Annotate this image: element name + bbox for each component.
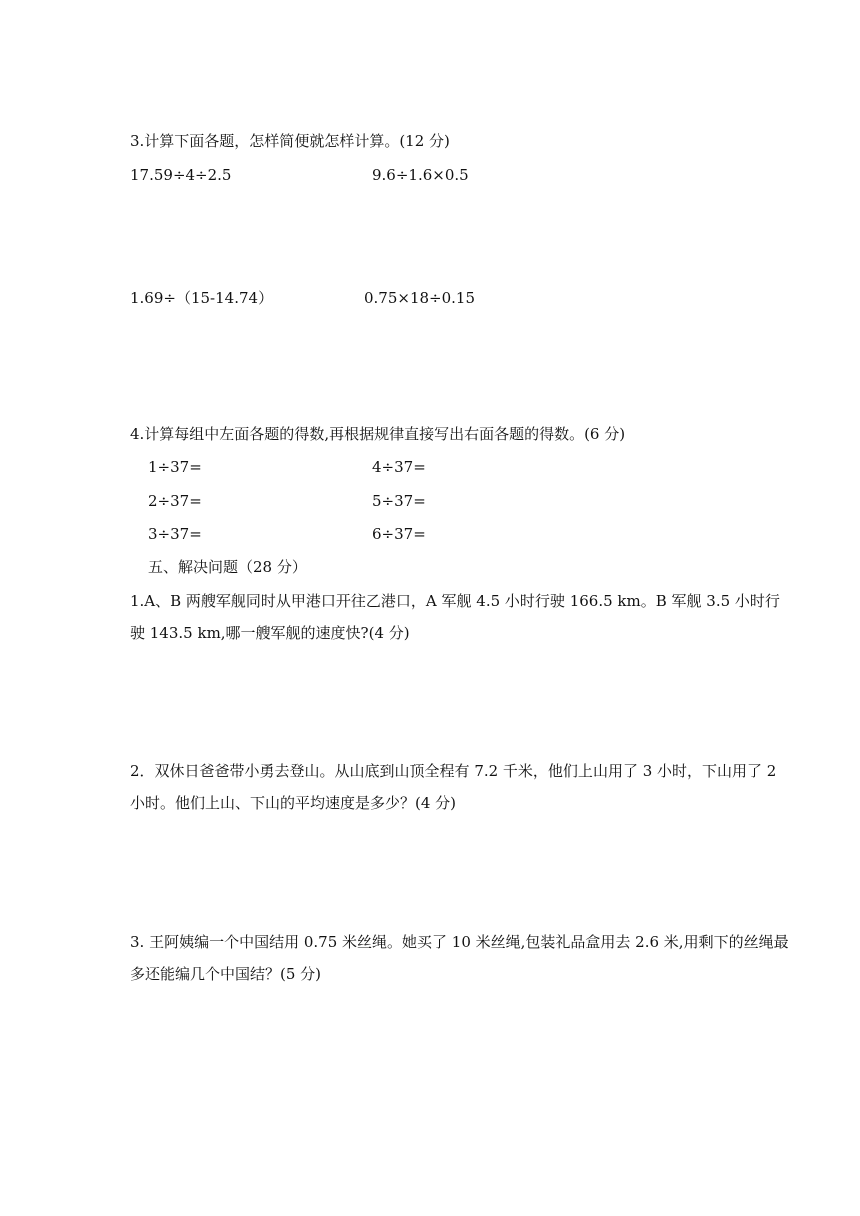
q4-left-2: 2÷37= [148,492,202,510]
problem-2: 2．双休日爸爸带小勇去登山。从山底到山顶全程有 7.2 千米，他们上山用了 3 小时，下山用了 2 小时。他们上山、下山的平均速度是多少？(4 分) [130,762,777,812]
q4-right-3: 6÷37= [372,525,426,543]
q4-right-1: 4÷37= [372,458,426,476]
q4-title: 4.计算每组中左面各题的得数,再根据规律直接写出右面各题的得数。(6 分) [130,425,626,443]
section5-title: 五、解决问题（28 分） [148,558,307,576]
problem-1: 1.A、B 两艘军舰同时从甲港口开往乙港口，A 军舰 4.5 小时行驶 166.5 km。B 军舰 3.5 小时行驶 143.5 km,哪一艘军舰的速度快?(4 分) [130,592,780,642]
q4-right-2: 5÷37= [372,492,426,510]
q3-item-2: 9.6÷1.6×0.5 [372,166,469,184]
q3-item-4: 0.75×18÷0.15 [364,289,476,307]
q3-item-3: 1.69÷（15-14.74） [130,289,274,307]
q3-item-1: 17.59÷4÷2.5 [130,166,232,184]
q3-title: 3.计算下面各题，怎样简便就怎样计算。(12 分) [130,132,450,150]
q4-left-1: 1÷37= [148,458,202,476]
q4-left-3: 3÷37= [148,525,202,543]
problem-3: 3. 王阿姨编一个中国结用 0.75 米丝绳。她买了 10 米丝绳,包装礼品盒用去 2.6 米,用剩下的丝绳最多还能编几个中国结？(5 分) [130,933,789,983]
